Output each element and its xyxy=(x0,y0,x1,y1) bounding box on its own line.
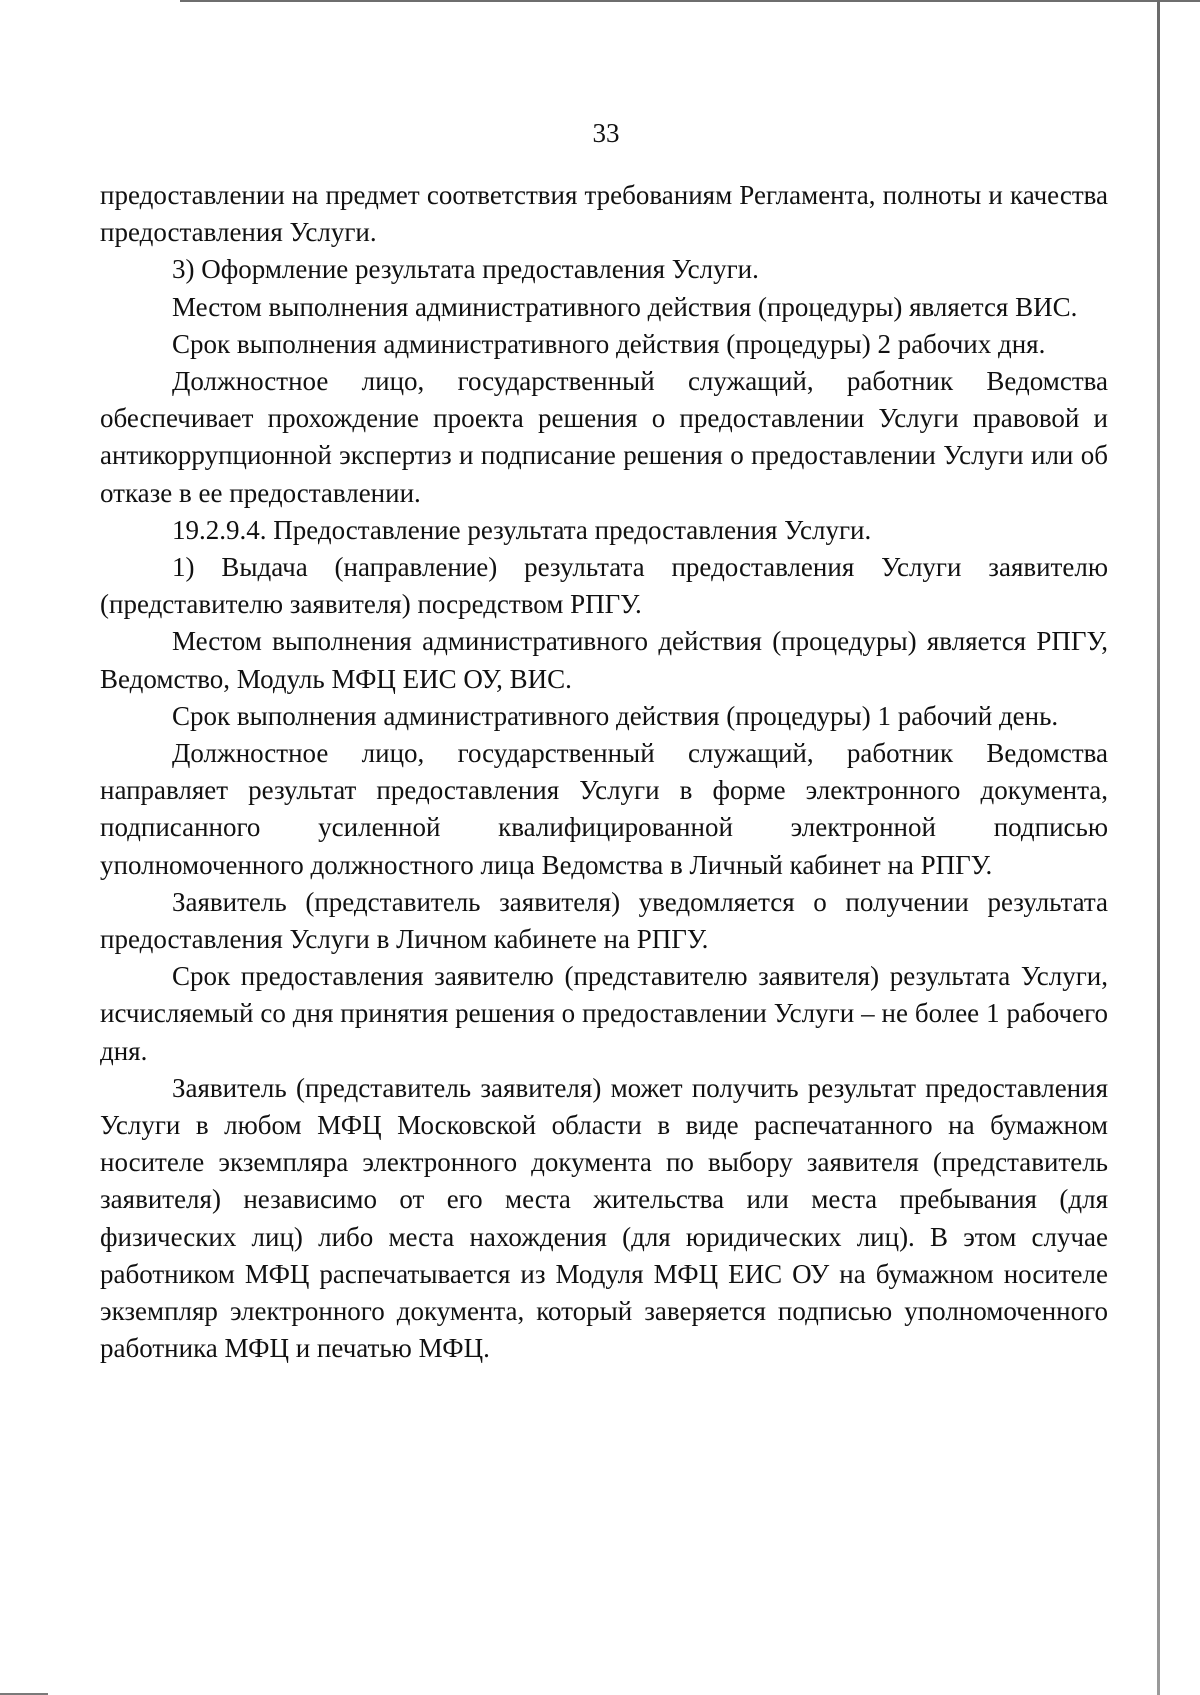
paragraph: 1) Выдача (направление) результата предоставления Услуги заявителю (представителю заявителя) посредством РПГУ. xyxy=(100,552,1108,620)
paragraph: 3) Оформление результата предоставления Услуги. xyxy=(172,254,759,285)
scan-edge-top xyxy=(180,0,1200,2)
paragraph: Местом выполнения административного действия (процедуры) является ВИС. xyxy=(172,291,1078,322)
paragraph: Заявитель (представитель заявителя) уведомляется о получении результата предоставления Услуги в Личном кабинете на РПГУ. xyxy=(100,886,1108,955)
paragraph: 19.2.9.4. Предоставление результата предоставления Услуги. xyxy=(172,514,872,545)
paragraph: Местом выполнения административного действия (процедуры) является РПГУ, Ведомство, Модуль МФЦ ЕИС ОУ, ВИС. xyxy=(100,626,1108,694)
paragraph: Срок выполнения административного действия (процедуры) 1 рабочий день. xyxy=(172,700,1059,731)
paragraph: Срок выполнения административного действия (процедуры) 2 рабочих дня. xyxy=(172,328,1046,359)
document-body xyxy=(100,177,1108,1368)
paragraph: Должностное лицо, государственный служащий, работник Ведомства направляет результат предоставления Услуги в форме электронного документа, подписанного усиленной квалифицированной электронной подписью уполномоченного должностного лица Ведомства в Личный кабинет на РПГУ. xyxy=(100,738,1108,880)
paragraph: предоставлении на предмет соответствия требованиям Регламента, полноты и качества предоставления Услуги. xyxy=(100,180,1108,248)
paragraph: Заявитель (представитель заявителя) может получить результат предоставления Услуги в любом МФЦ Московской области в виде распечатанного на бумажном носителе экземпляра электронного документа по выбору заявителя (представитель заявителя) независимо от его места жительства или места пребывания (для физических лиц) либо места нахождения (для юридических лиц). В этом случае работником МФЦ распечатывается из Модуля МФЦ ЕИС ОУ на бумажном носителе экземпляр электронного документа, который заверяется подписью уполномоченного работника МФЦ и печатью МФЦ. xyxy=(100,1072,1108,1364)
scan-edge-right xyxy=(1157,0,1160,1695)
page-number: 33 xyxy=(592,118,620,148)
paragraph: Должностное лицо, государственный служащий, работник Ведомства обеспечивает прохождение проекта решения о предоставлении Услуги правовой и антикоррупционной экспертиз и подписание решения о предоставлении Услуги или об отказе в ее предоставлении. xyxy=(100,366,1108,508)
paragraph: Срок предоставления заявителю (представителю заявителя) результата Услуги, исчисляемый со дня принятия решения о предоставлении Услуги – не более 1 рабочего дня. xyxy=(100,961,1108,1066)
